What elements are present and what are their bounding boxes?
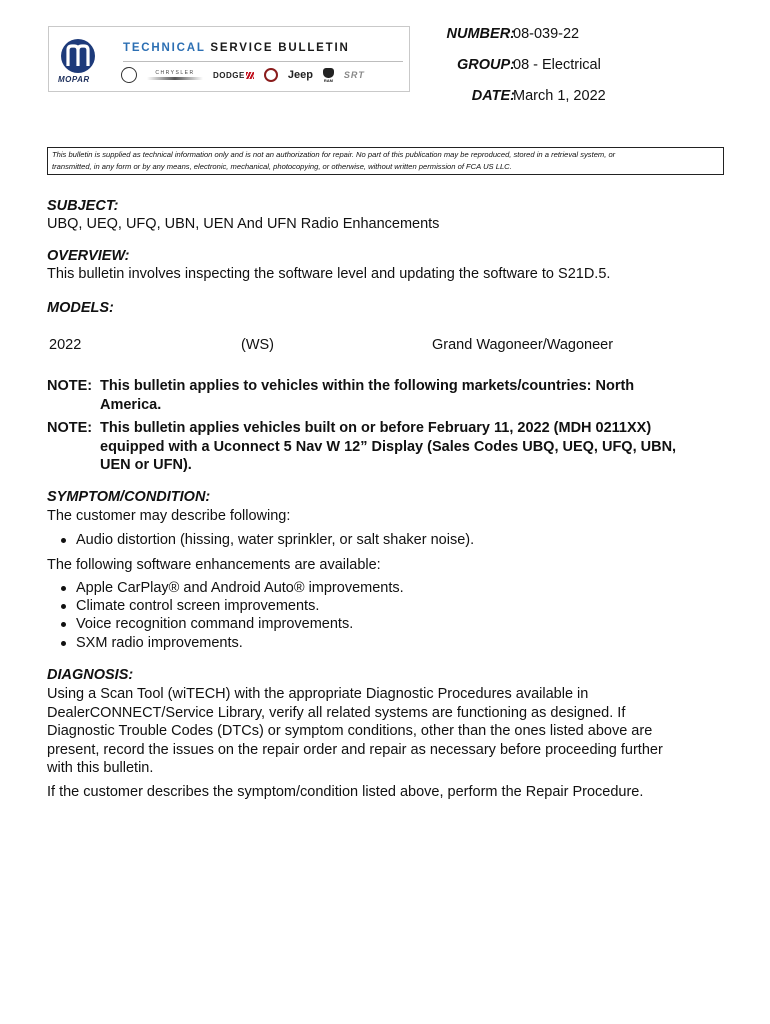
list-item: Apple CarPlay® and Android Auto® improvements. <box>47 579 404 597</box>
symptom-list <box>47 531 474 549</box>
header-logo-box <box>48 26 410 92</box>
diagnosis-line: present, record the issues on the repair order and repair as necessary before proceeding further <box>47 741 663 758</box>
group-value: 08 - Electrical <box>513 57 601 73</box>
diagnosis-line: with this bulletin. <box>47 760 154 776</box>
enhancements-list <box>47 579 404 652</box>
bullet-icon <box>61 641 66 646</box>
chrysler-wordmark: CHRYSLER <box>155 70 195 76</box>
dodge-logo <box>213 71 254 80</box>
jeep-logo: Jeep <box>287 69 313 81</box>
srt-logo: SRT <box>343 70 365 80</box>
diagnosis-line: Diagnostic Trouble Codes (DTCs) or symptom conditions, other than the ones listed above are <box>47 723 653 739</box>
note-build-date <box>47 419 727 475</box>
symptom-intro: The customer may describe following: <box>47 508 291 524</box>
model-code: (WS) <box>241 337 275 353</box>
date-label: DATE: <box>471 88 515 104</box>
bullet-icon <box>61 604 66 609</box>
note-label: NOTE: <box>47 378 93 394</box>
bullet-icon <box>61 538 66 543</box>
diagnosis-line: Using a Scan Tool (wiTECH) with the appropriate Diagnostic Procedures available in <box>47 686 589 702</box>
note-label: NOTE: <box>47 420 93 436</box>
note-text: This bulletin applies to vehicles within the following markets/countries: North America. <box>100 378 635 413</box>
model-name: Grand Wagoneer/Wagoneer <box>432 337 614 353</box>
dodge-wordmark: DODGE <box>213 70 245 80</box>
list-item: Audio distortion (hissing, water sprinkler, or salt shaker noise). <box>47 531 474 549</box>
list-item: Voice recognition command improvements. <box>47 615 404 633</box>
brand-logos <box>121 65 375 85</box>
tsb-title-technical: TECHNICAL <box>123 42 206 54</box>
title-divider <box>123 61 403 62</box>
number-label: NUMBER: <box>446 26 515 42</box>
subject-heading: SUBJECT: <box>47 198 119 214</box>
diagnosis-heading: DIAGNOSIS: <box>47 667 134 683</box>
model-year: 2022 <box>49 337 82 353</box>
bulletin-meta <box>420 26 750 119</box>
disclaimer-box <box>47 147 724 175</box>
subject-text: UBQ, UEQ, UFQ, UBN, UEN And UFN Radio Enhancements <box>47 216 440 232</box>
bullet-icon <box>61 622 66 627</box>
dodge-stripes-icon <box>246 72 254 79</box>
models-heading: MODELS: <box>47 300 114 316</box>
ram-wordmark: RAM <box>323 77 333 83</box>
ram-head-icon <box>323 68 334 78</box>
meta-row-number <box>420 26 750 57</box>
symptom-heading: SYMPTOM/CONDITION: <box>47 489 211 505</box>
mopar-wordmark: MOPAR <box>58 75 90 84</box>
meta-row-date <box>420 88 750 119</box>
number-value: 08-039-22 <box>513 26 580 42</box>
note-markets <box>47 377 727 415</box>
bullet-icon <box>61 586 66 591</box>
diagnosis-closing: If the customer describes the symptom/condition listed above, perform the Repair Procedure. <box>47 784 644 800</box>
alfa-romeo-logo-icon <box>121 67 137 83</box>
overview-heading: OVERVIEW: <box>47 248 130 264</box>
list-item: Climate control screen improvements. <box>47 597 404 615</box>
enhancements-intro: The following software enhancements are available: <box>47 557 381 573</box>
fiat-logo-icon <box>264 68 278 82</box>
overview-text: This bulletin involves inspecting the software level and updating the software to S21D.5. <box>47 266 611 282</box>
disclaimer-line-2: transmitted, in any form or by any means, electronic, mechanical, photocopying, or otherwise, without written permission of FCA US LLC. <box>52 161 512 171</box>
tsb-title <box>123 42 350 54</box>
note-text: This bulletin applies vehicles built on or before February 11, 2022 (MDH 0211XX) equipped with a Uconnect 5 Nav W 12” Display (Sales Codes UBQ, UEQ, UFQ, UBN, UEN or UFN). <box>100 420 677 473</box>
group-label: GROUP: <box>457 57 515 73</box>
meta-row-group <box>420 57 750 88</box>
disclaimer-line-1: This bulletin is supplied as technical information only and is not an authorization for repair. No part of this publication may be reproduced, stored in a retrieval system, or <box>52 150 616 159</box>
chrysler-logo <box>147 70 203 80</box>
diagnosis-line: DealerCONNECT/Service Library, verify all related systems are functioning as designed. If <box>47 704 626 721</box>
ram-logo <box>323 68 334 83</box>
date-value: March 1, 2022 <box>513 88 606 104</box>
list-item: SXM radio improvements. <box>47 634 404 652</box>
chrysler-wing-icon <box>147 77 203 80</box>
model-row <box>47 337 727 357</box>
tsb-title-service-bulletin: SERVICE BULLETIN <box>205 42 350 54</box>
